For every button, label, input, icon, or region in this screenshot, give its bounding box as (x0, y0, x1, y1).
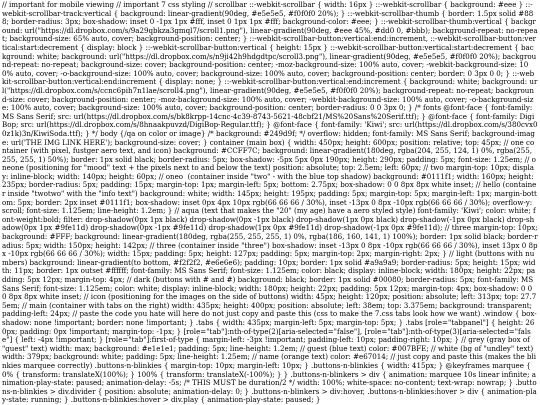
css-source-text: // important for mobile viewing // important 7 css styling // scrollbar ::-webkit-scrollbar { width: 16px } ::-webkit-scrollbar { background: #eee } ::-webkit-scrollbar-track:vertical { background: linear-gradient(90deg, #e5e5e5, #f0f0f0 20%); } ::-webkit-scrollbar-thumb { border: 1.5px solid #888; border-radius: 3px; box-shadow: inset 0 -1px 1px #fff, inset 0 1px 1px #fff; background-color: #eee; } ::-webkit-scrollbar-thumb:vertical { background: url("https://dl.dropbox.com/s/9a29qbkza3gmql7/scroll1.png"), linear-gradient(90deg, #eee 45%, #dd0 0, #bbb); background-repeat: no-repeat; background-size: 65% auto, cover; background-position: center; } ::-webkit-scrollbar-button:vertical:end:increment, ::-webkit-scrollbar-button:vertical:start:decrement { display: block } ::-webkit-scrollbar-button:vertical { height: 15px } ::-webkit-scrollbar-button:vertical:start:decrement { background: white; background: url("https://dl.dropbox.com/s/n9ji42h9hdgdtpc/scroll3.png"), linear-gradient(90deg, #e5e5e5, #f0f0f0 20%); background-repeat: no-repeat; background-size: cover; background-position: center; -moz-background-size: 100% auto, cover; -webkit-background-size: 100% auto, cover; -o-background-size: 100% auto, cover; background-size: 100% auto, cover; background-position: center; border: 0 3px 0 0; } ::-webkit-scrollbar-button:vertical:end:increment { display: none; } ::-webkit-scrollbar-button:vertical:end:increment { background: white; background: url("https://dl.dropbox.com/s/ccnc6pih7n1lae/scroll4.png"), linear-gradient(90deg, #e5e5e5, #f0f0f0 20%); background-repeat: no-repeat; background-size: cover; background-position: center; -moz-background-size: 100% auto, cover; -webkit-background-size: 100% auto, cover; -o-background-size: 100% auto, cover; background-size: 100% auto, cover; background-position: center; border-radius: 0 0 3px 0; } /* fonts @font-face { font-family: MS Sans Serif; src: url(https://dl.dropbox.com/s/bk8krpp-14cnc-4c39-8743-5621-48cbf21/MS%20Sans%20Serif.ttf); } @font-face { font-family: DigiBop; src: url(https://dl.dropbox.com/s/8hnaakpuvzd/DigiBop-Regular.ttf); } @font-face { font-family: 'Kiwi'; src: url(https://dl.dropbox.com/s/380cvx00z1k)3n/KiwiSoda.ttf); } */ body {/qa on color or image} /* background: #249d9f; */ overflow: hidden; font-family: MS Sans Serif; background-image: url('THE IMG LINK HERE'); background-size: cover; } container (main box) { width: 450px; height: 600px; position: relative; top: 45px; // one container (with pixel, fustger aero text, and icon) background: #CCFF7C; background: linear-gradient(180deg, rgba(204, 255, 124, 1) 0%, rgba(255, 255, 255, 1) 50%); border: 1px solid black; border-radius: 5px; box-shadow: -5px 5px 0px 190px; height: 290px; padding: 5px; font-size: 1.25em; // oneone (positioning for "mood" text + the pixels next to and below the text) position: absolute; top: 2.5em; left: 60px; // two margin-top: 10px; display: inline-block; width: 140px; height: 60px; // oneo (container inside "two" - with the blue top shadow) background: #0111f1; width: 160px; height: 235px; border-radius: 5px; padding: 15px; margin-top: 1px; margin-left: 5px; bottom: 2.75px; box-shadow: 0 0 8px 8px white inset; // hello (container inside "twotwo" with the "info text") background: white; width: 145px; height: 195px; padding: 5px; margin-top: 5px; margin-left: 1px; margin-bottom: 5px; border: 2px inset #0111f1; box-shadow: inset 0px 4px 10px rgb(66 66 66 / 30%), inset -13px 0 8px -10px rgb(66 66 66 / 30%); overflow-y: scroll; font-size: 1.125em; line-height: 1.2em; } // aqua (text that makes the "20" (my age) have a aero styled style) font-family: 'Kiwi'; color: white; font-weight:bold; filter: drop-shadow(0px 1px black) drop-shadow(0px -1px black) drop-shadow(1px 0px black) drop-shadow(-1px 0px black) drop-shadow(0px 1px #9fe11d) drop-shadow(0px -1px #9fe11d) drop-shadow(1px 0px #9fe11d) drop-shadow(-1px 0px #9fe11d); // three margin-top: 10px; background: #FFF; background: linear-gradient(180deg, rgba(255, 255, 255, 1) 0%, rgba(186, 160, 141, 1) 100%); border: 1px solid black; border-radius: 5px; width: 150px; height: 142px; // three (container inside "three") box-shadow: inset -13px 0 8px -10px rgb(66 66 66 / 30%), inset 13px 0 8px -10px rgb(66 66 66 / 30%); width: 15px; padding: 5px; height: 127px; padding: 5px; margin-top: 2px; margin-right: 2px; } // light (buttons with numbers) background: linear-gradient(to bottom, #f2f2f2, #e6e6e6); padding: 10px; border: 1px solid #a9a9a9; border-radius: 5px; height: 15px; width: 11px; border: 1px outset #ffffff; font-family: MS Sans Serif; font-size: 1.125em; color: black; display: inline-block; width: 180px; height: 22px; padding: 5px 12px; margin-top: 4px; // dark (buttons with # and #) background: black; border: 1px solid #00080; border-radius: 5px; font-family: MS Sans Serif; font-size: 1.125em; color: white; display: inline-block; width: 180px; height: 22px; padding: 5px 12px; margin-top: 4px; box-shadow: 0 0 0 8px 8px white inset; // icon (positioning for the images on the side of buttons) width: 45px; height: 120px; position: absolute; left: 313px; top: 27.75em; // main (container with tabs on the right) width: 435px; height: 400px; position: absolute; left: 38em; top: 3.375em; background: transparent; padding-left: 24px; // paste the code you hate will here do not just copy and paste this (css to make the 7.css tabs look how we want) .window { box-shadow: none !important; border: none !important; } .tabs { width: 435px; margin-left: 5px; margin-top: 5px; } .tabs [role="tabpanel"] { height: 260px; padding: 0px !important; margin-top: -1px; } [role="tab"]:nth-of-type(2)[aria-selected="false"], [role="tab"]:nth-of-type(3)[aria-selected="false"] { left: -4px !important; } [role="tab"]:first-of-type { margin-left: -3px !important; padding-left: 10px; padding-right: 10px; } // grey (gray box of "guest" text) width: max; background: #e1e1e1; padding: 5px; line-height: 1.2em; // guest (blue text) color: #007BFE; // white (bg of "undley" text) width: 379px; background: white; padding: 5px; line-height: 1.25em; // name (orange text) color: #e67014; // just copy and paste this (makes the blinkies marquee correctly) .buttons-n-blinkies { margin-top: 10px; margin-left: 10px; } .buttons-n-blinkies { width: 415px; } @keyframes marquee { 0% { transform: translateX(100%); } 100% { transform: translateX(-100%); } } .buttons-n-blinkers > div { animation: marquee 10s linear infinite; animation-play-state: paused; animation-delay: -5s; /* THIS MUST be duration/2 */ width: 100%; white-space: no-content; text-wrap: nowrap; } .buttons-n-blinkies > div.divider { position: absolute; animation-delay: 0; } .buttons-n-blinkers > div:hover, .buttons-n-blinkies:hover > div { animation-play-state: running; } .buttons-n-blinkies:hover > div.play { animation-play-state: paused; } (2, 0, 540, 405)
